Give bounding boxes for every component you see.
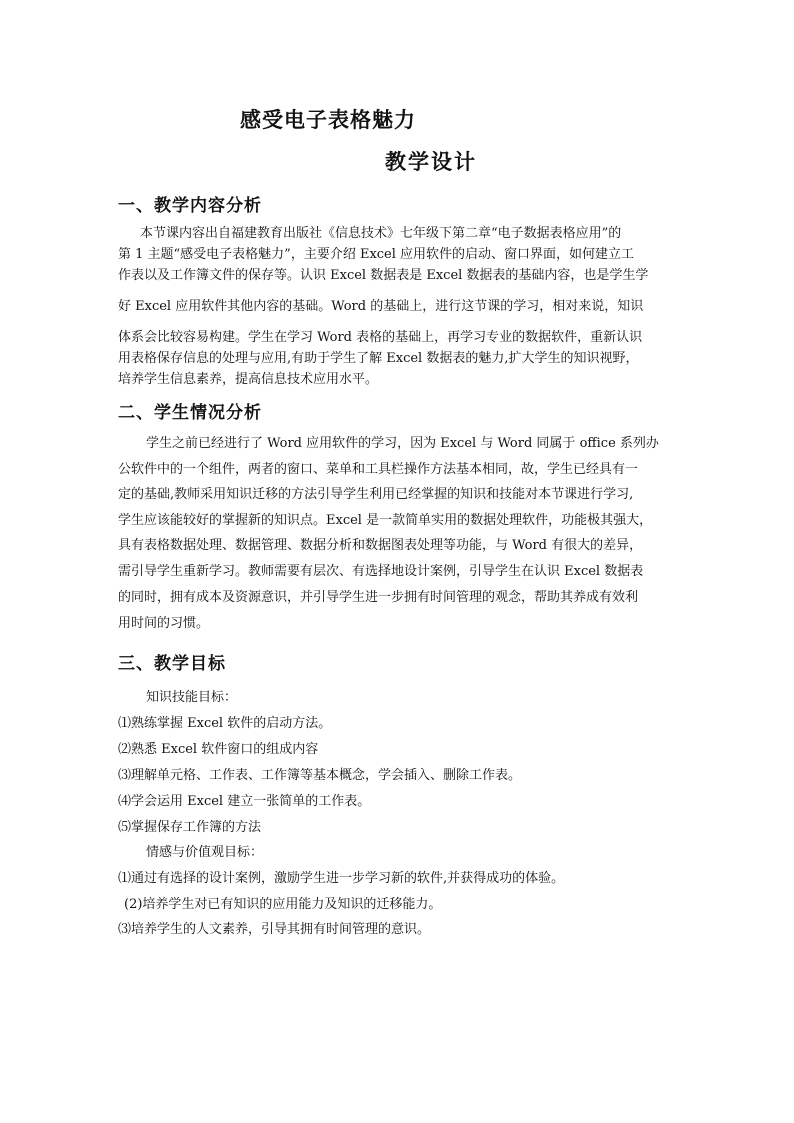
emotion-goals-label: 情感与价值观目标： [146, 845, 264, 860]
paragraph-line: 学生应该能较好的掌握新的知识点。Excel 是一款简单实用的数据处理软件，功能极其强大， [118, 513, 653, 528]
knowledge-goals-label: 知识技能目标： [146, 690, 238, 705]
section-heading-content-analysis: 一、教学内容分析 [118, 196, 262, 216]
paragraph-line: 具有表格数据处理、数据管理、数据分析和数据图表处理等功能，与 Word 有很大的差异， [118, 538, 643, 553]
emotion-goal-item: ⑶培养学生的人文素养，引导其拥有时间管理的意识。 [118, 922, 431, 937]
document-subtitle: 教学设计 [385, 149, 477, 174]
paragraph-line: 用时间的习惯。 [118, 616, 210, 631]
paragraph-line: 定的基础,教师采用知识迁移的方法引导学生利用已经掌握的知识和技能对本节课进行学习, [118, 487, 634, 502]
emotion-goal-item: ⑴通过有选择的设计案例，激励学生进一步学习新的软件,并获得成功的体验。 [118, 871, 565, 886]
knowledge-goal-item: ⑷学会运用 Excel 建立一张简单的工作表。 [118, 794, 371, 809]
emotion-goal-item: (2)培养学生对已有知识的应用能力及知识的迁移能力。 [124, 897, 442, 912]
paragraph-line: 本节课内容出自福建教育出版社《信息技术》七年级下第二章“电子数据表格应用”的 [140, 226, 622, 241]
knowledge-goal-item: ⑸掌握保存工作簿的方法 [118, 820, 262, 835]
paragraph-line: 学生之前已经进行了 Word 应用软件的学习，因为 Excel 与 Word 同属于 office 系列办 [146, 436, 659, 451]
paragraph-line: 好 Excel 应用软件其他内容的基础。Word 的基础上，进行这节课的学习，相对来说，知识 [118, 299, 644, 314]
paragraph-line: 体系会比较容易构建。学生在学习 Word 表格的基础上，再学习专业的数据软件，重新认识 [118, 330, 643, 345]
knowledge-goal-item: ⑶理解单元格、工作表、工作簿等基本概念，学会插入、删除工作表。 [118, 768, 522, 783]
paragraph-line: 作表以及工作簿文件的保存等。认识 Excel 数据表是 Excel 数据表的基础内容，也是学生学 [118, 268, 649, 283]
section-heading-teaching-goals: 三、教学目标 [118, 654, 226, 674]
section-heading-student-analysis: 二、学生情况分析 [118, 403, 262, 423]
paragraph-line: 需引导学生重新学习。教师需要有层次、有选择地设计案例，引导学生在认识 Excel 数据表 [118, 564, 644, 579]
knowledge-goal-item: ⑴熟练掌握 Excel 软件的启动方法。 [118, 716, 332, 731]
knowledge-goal-item: ⑵熟悉 Excel 软件窗口的组成内容 [118, 742, 319, 757]
paragraph-line: 的同时，拥有成本及资源意识，并引导学生进一步拥有时间管理的观念，帮助其养成有效利 [118, 590, 639, 605]
paragraph-line: 第 1 主题“感受电子表格魅力”，主要介绍 Excel 应用软件的启动、窗口界面，如何建立工 [118, 247, 635, 262]
paragraph-line: 用表格保存信息的处理与应用,有助于学生了解 Excel 数据表的魅力,扩大学生的知识视野， [118, 351, 639, 366]
paragraph-line: 公软件中的一个组件，两者的窗口、菜单和工具栏操作方法基本相同，故，学生已经具有一 [118, 462, 639, 477]
paragraph-line: 培养学生信息素养，提高信息技术应用水平。 [118, 372, 379, 387]
document-title: 感受电子表格魅力 [240, 107, 416, 132]
